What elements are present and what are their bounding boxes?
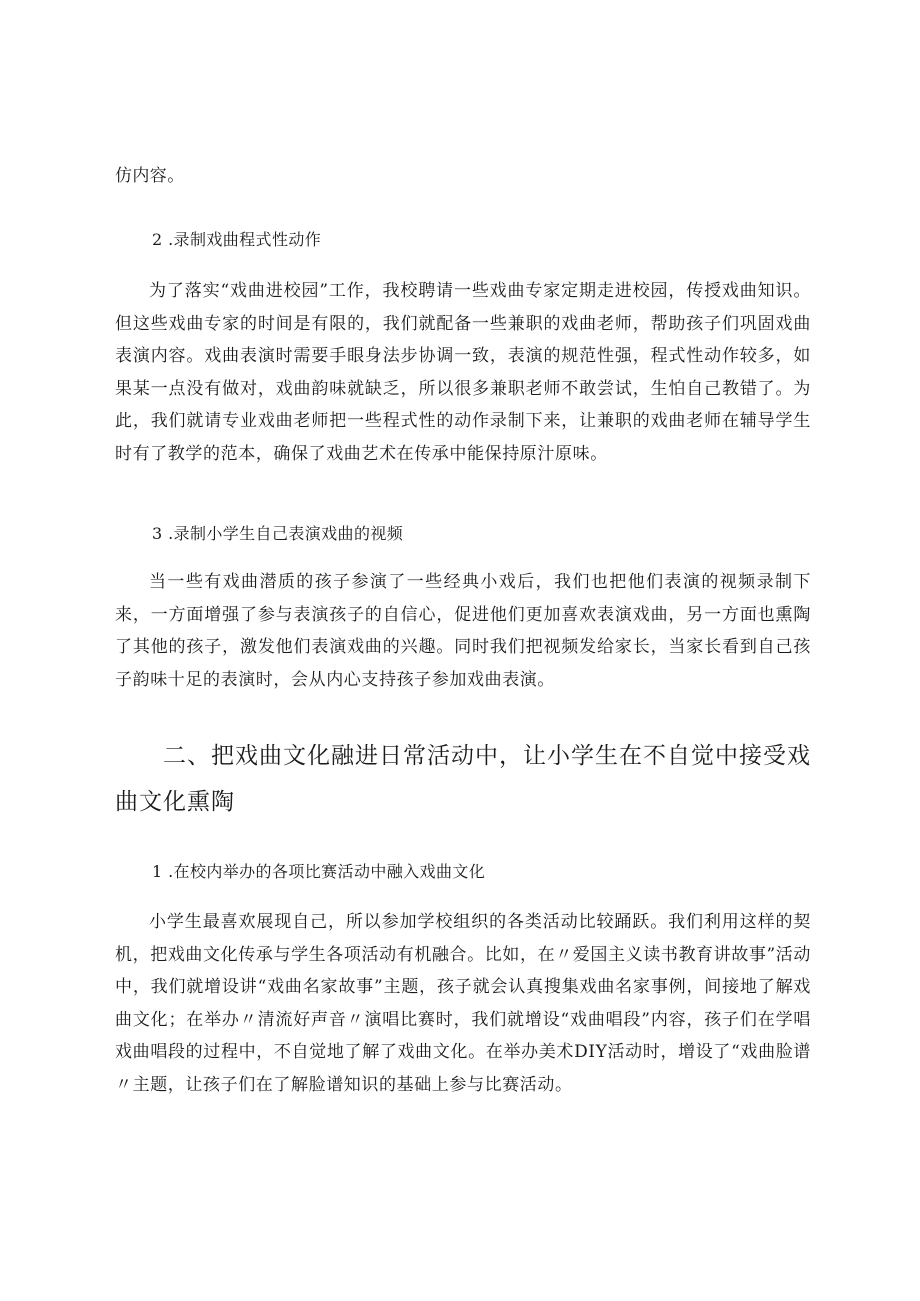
item2-heading: 2 .录制戏曲程式性动作 [152, 230, 322, 249]
section2-title: 二、把戏曲文化融进日常活动中，让小学生在不自觉中接受戏曲文化熏陶 [115, 743, 811, 815]
s2-item1-paragraph: 小学生最喜欢展现自己，所以参加学校组织的各类活动比较踊跃。我们利用这样的契机，把戏曲文化传承与学生各项活动有机融合。比如，在〃爱国主义读书教育讲故事”活动中，我们就增设讲“戏曲名家故事”主题，孩子就会认真搜集戏曲名家事例，间接地了解戏曲文化；在举办〃清流好声音〃演唱比赛时，我们就增设“戏曲唱段”内容，孩子们在学唱戏曲唱段的过程中，不自觉地了解了戏曲文化。在举办美术DIY活动时，增设了“戏曲脸谱〃主题，让孩子们在了解脸谱知识的基础上参与比赛活动。 [115, 912, 811, 1095]
continuation-text: 仿内容。 [115, 166, 185, 186]
s2-item1-heading: 1 .在校内举办的各项比赛活动中融入戏曲文化 [152, 862, 486, 881]
item3-heading: 3 .录制小学生自己表演戏曲的视频 [152, 524, 404, 543]
item2-paragraph: 为了落实“戏曲进校园”工作，我校聘请一些戏曲专家定期走进校园，传授戏曲知识。但这些戏曲专家的时间是有限的，我们就配备一些兼职的戏曲老师，帮助孩子们巩固戏曲表演内容。戏曲表演时需要手眼身法步协调一致，表演的规范性强，程式性动作较多，如果某一点没有做对，戏曲韵味就缺乏，所以很多兼职老师不敢尝试，生怕自己教错了。为此，我们就请专业戏曲老师把一些程式性的动作录制下来，让兼职的戏曲老师在辅导学生时有了教学的范本，确保了戏曲艺术在传承中能保持原汁原味。 [115, 281, 811, 464]
item3-paragraph: 当一些有戏曲潜质的孩子参演了一些经典小戏后，我们也把他们表演的视频录制下来，一方面增强了参与表演孩子的自信心，促进他们更加喜欢表演戏曲，另一方面也熏陶了其他的孩子，激发他们表演戏曲的兴趣。同时我们把视频发给家长，当家长看到自己孩子韵味十足的表演时，会从内心支持孩子参加戏曲表演。 [115, 572, 811, 690]
